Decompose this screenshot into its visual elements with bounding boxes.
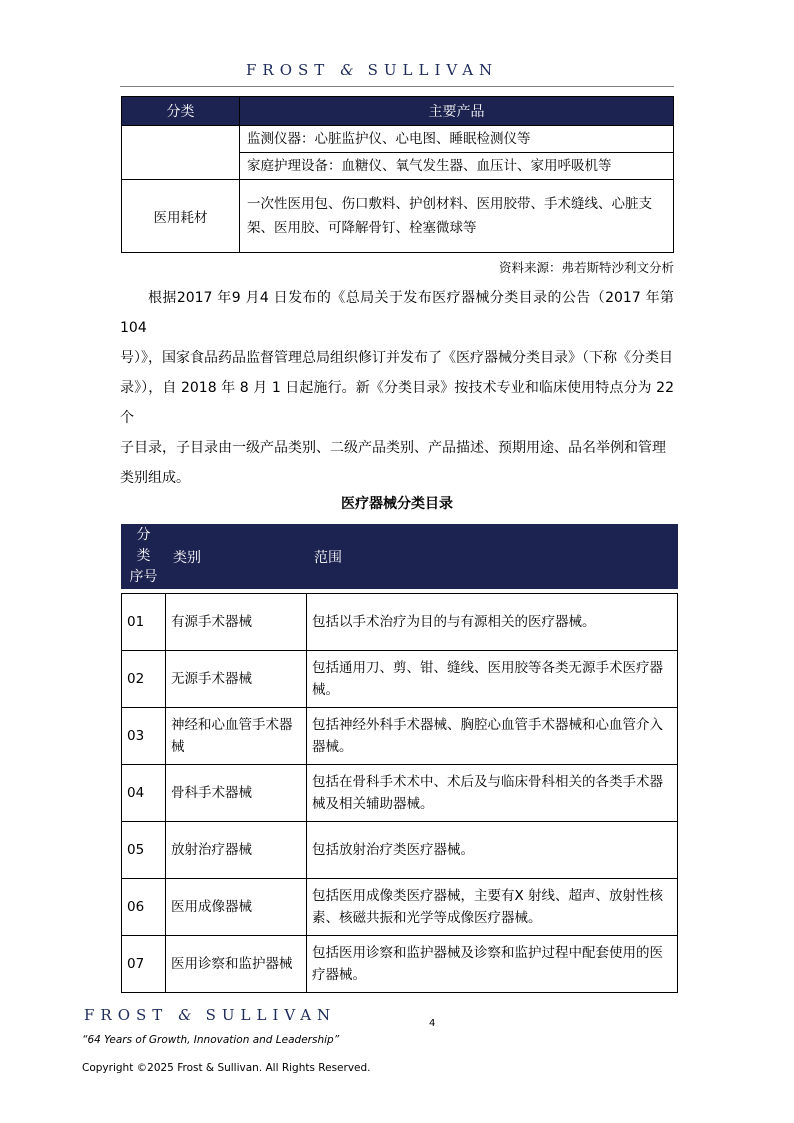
header-serial-number: [122, 525, 166, 589]
header-divider: [120, 86, 674, 87]
products-table-header: [122, 97, 674, 126]
products-header-category: 分类: [122, 97, 240, 126]
page-number: 4: [429, 1018, 436, 1029]
table-row: [122, 765, 678, 822]
paragraph-line: 录》），自 2018 年 8 月 1 日起施行。新《分类目录》按技术专业和临床使用特点分为 22 个: [120, 380, 674, 426]
row-scope: 包括通用刀、剪、钳、缝线、医用胶等各类无源手术医疗器械。: [307, 651, 678, 708]
footer-logo: [84, 1006, 336, 1024]
row-number: 06: [122, 879, 166, 936]
row-number: 03: [122, 708, 166, 765]
row-number: 04: [122, 765, 166, 822]
products-cell: [240, 180, 674, 253]
table-row: [122, 879, 678, 936]
row-category: 放射治疗器械: [166, 822, 307, 879]
products-cell: 家庭护理设备：血糖仪、氧气发生器、血压计、家用呼吸机等: [240, 153, 674, 180]
logo-sullivan-text: SULLIVAN: [367, 61, 499, 79]
products-category-cell: [122, 126, 240, 180]
table-row: [122, 180, 674, 253]
paragraph-line: 子目录，子目录由一级产品类别、二级产品类别、产品描述、预期用途、品名举例和管理: [120, 440, 666, 456]
table-row: [122, 708, 678, 765]
header-serial-line-1: 分 类: [136, 527, 151, 564]
paragraph-line: 根据2017 年9 月4 日发布的《总局关于发布医疗器械分类目录的公告（2017 年第 104: [120, 290, 674, 336]
classification-table-header: [122, 525, 678, 589]
table-row: [122, 126, 674, 153]
header-serial-line-2: 序号: [129, 569, 158, 585]
row-scope: 包括以手术治疗为目的与有源相关的医疗器械。: [307, 594, 678, 651]
products-cell-line: 架、医用胶、可降解骨钉、栓塞微球等: [247, 220, 477, 236]
body-paragraph: [120, 283, 674, 493]
footer-copyright: Copyright ©2025 Frost & Sullivan. All Rights Reserved.: [82, 1062, 371, 1074]
products-cell: 监测仪器：心脏监护仪、心电图、睡眠检测仪等: [240, 126, 674, 153]
row-scope: 包括在骨科手术术中、术后及与临床骨科相关的各类手术器械及相关辅助器械。: [307, 765, 678, 822]
logo-frost-text: FROST: [246, 61, 331, 79]
row-scope: 包括医用诊察和监护器械及诊察和监护过程中配套使用的医疗器械。: [307, 936, 678, 993]
row-category: 医用成像器械: [166, 879, 307, 936]
classification-table: [121, 524, 678, 993]
header-logo: [246, 61, 498, 79]
header-category: 类别: [166, 525, 307, 589]
row-number: 05: [122, 822, 166, 879]
table-row: [122, 822, 678, 879]
table-row: [122, 936, 678, 993]
logo-sullivan-text: SULLIVAN: [205, 1006, 337, 1024]
row-category: 无源手术器械: [166, 651, 307, 708]
logo-frost-text: FROST: [84, 1006, 169, 1024]
row-number: 02: [122, 651, 166, 708]
header-scope: 范围: [307, 525, 678, 589]
products-header-products: 主要产品: [240, 97, 674, 126]
logo-ampersand: &: [340, 61, 354, 79]
paragraph-line: 类别组成。: [120, 470, 190, 486]
row-category: 神经和心血管手术器械: [166, 708, 307, 765]
logo-ampersand: &: [178, 1006, 192, 1024]
products-table: [121, 96, 674, 253]
row-scope: 包括医用成像类医疗器械，主要有X 射线、超声、放射性核素、核磁共振和光学等成像医疗器械。: [307, 879, 678, 936]
row-category: 有源手术器械: [166, 594, 307, 651]
row-number: 07: [122, 936, 166, 993]
table-row: [122, 651, 678, 708]
row-category: 骨科手术器械: [166, 765, 307, 822]
footer-tagline: “64 Years of Growth, Innovation and Leadership”: [82, 1034, 340, 1046]
classification-table-title: 医疗器械分类目录: [341, 496, 453, 512]
row-scope: 包括放射治疗类医疗器械。: [307, 822, 678, 879]
row-scope: 包括神经外科手术器械、胸腔心血管手术器械和心血管介入器械。: [307, 708, 678, 765]
row-number: 01: [122, 594, 166, 651]
paragraph-line: 号）》，国家食品药品监督管理总局组织修订并发布了《医疗器械分类目录》（下称《分类目: [120, 350, 673, 366]
source-note: 资料来源：弗若斯特沙利文分析: [498, 260, 674, 275]
row-category: 医用诊察和监护器械: [166, 936, 307, 993]
products-cell-line: 一次性医用包、伤口敷料、护创材料、医用胶带、手术缝线、心脏支: [247, 196, 652, 212]
products-category-cell: 医用耗材: [122, 180, 240, 253]
table-row: [122, 594, 678, 651]
